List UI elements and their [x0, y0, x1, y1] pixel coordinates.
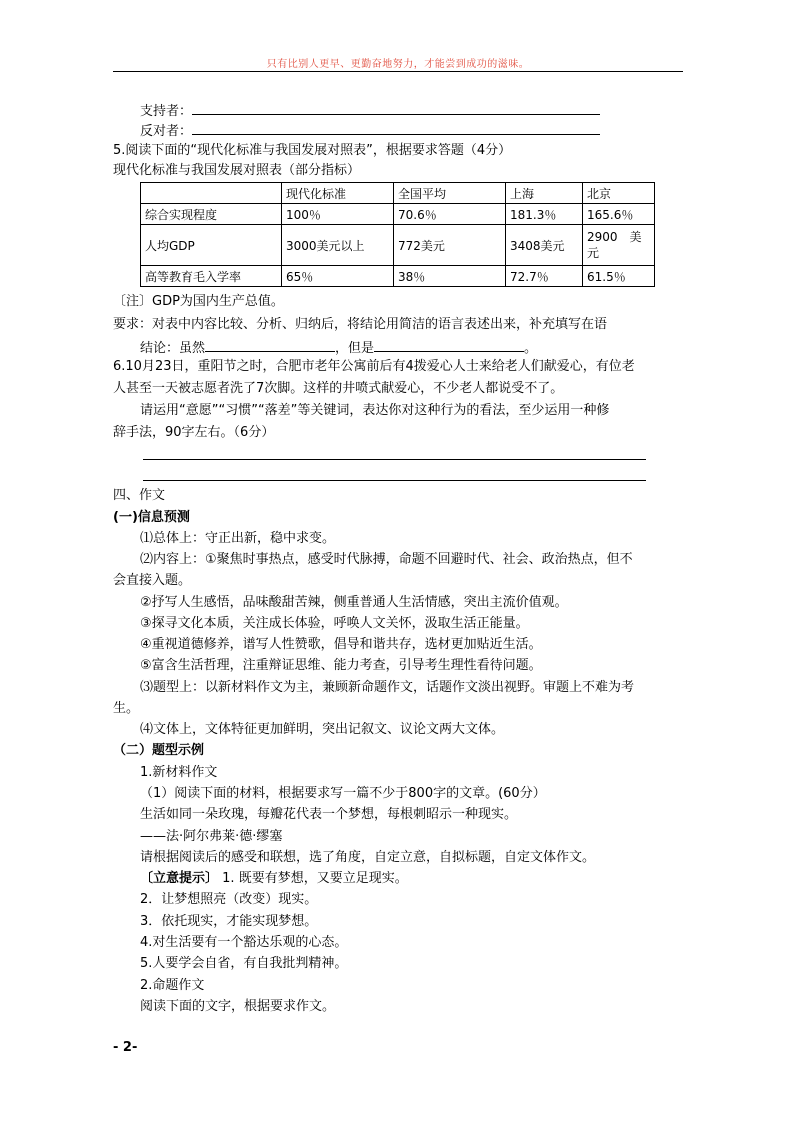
opponents-blank[interactable] — [192, 120, 600, 135]
conclusion-blank-2[interactable] — [374, 337, 524, 352]
table-cell: 181.3％ — [506, 204, 583, 225]
forecast-line: 生。 — [113, 701, 140, 716]
hint-row — [140, 870, 408, 888]
hint-line: 1. 既要有梦想，又要立足现实。 — [222, 871, 408, 886]
table-row — [141, 225, 655, 266]
table-cell: 61.5％ — [583, 266, 655, 287]
forecast-line: ③探寻文化本质，关注成长体验，呼唤人文关怀，汲取生活正能量。 — [140, 616, 529, 631]
supporters-blank[interactable] — [192, 100, 600, 115]
forecast-line: ⑴总体上：守正出新，稳中求变。 — [140, 531, 336, 546]
example-line: 生活如同一朵玫瑰，每瓣花代表一个梦想，每根刺昭示一种现实。 — [140, 807, 518, 822]
hint-label: 〔立意提示〕 — [140, 871, 219, 886]
forecast-line: ④重视道德修养，谱写人性赞歌，倡导和谐共存，选材更加贴近生活。 — [140, 637, 542, 652]
table-cell: 100％ — [282, 204, 394, 225]
answer-line[interactable] — [143, 480, 646, 481]
forecast-line: ⑤富含生活哲理，注重辩证思维、能力考查，引导考生理性看待问题。 — [140, 658, 542, 673]
table-cell: 38％ — [394, 266, 506, 287]
comparison-table — [140, 182, 655, 287]
conclusion-but: ，但是 — [335, 341, 375, 356]
q6-line-3: 请运用“意愿”“习惯”“落差”等关键词，表达你对这种行为的看法，至少运用一种修 — [140, 403, 610, 418]
hint-line: 2．让梦想照亮（改变）现实。 — [140, 892, 318, 907]
table-row — [141, 204, 655, 225]
forecast-title: (一)信息预测 — [113, 510, 190, 525]
table-cell: 165.6％ — [583, 204, 655, 225]
hint-line: 3．依托现实，才能实现梦想。 — [140, 914, 318, 929]
section-title: 四、作文 — [113, 488, 166, 503]
q6-line-1: 6.10月23日，重阳节之时，合肥市老年公寓前后有4拨爱心人士来给老人们献爱心，有位老 — [113, 359, 635, 374]
example-line: ——法·阿尔弗莱·德·缪塞 — [140, 829, 283, 844]
examples-title: （二）题型示例 — [113, 743, 205, 758]
example-line: （1）阅读下面的材料，根据要求写一篇不少于800字的文章。(60分） — [140, 786, 546, 801]
table-cell: 772美元 — [394, 225, 506, 266]
table-header-cell: 现代化标准 — [282, 183, 394, 204]
hint-line: 5.人要学会自省，有自我批判精神。 — [140, 956, 348, 971]
forecast-line: 会直接入题。 — [113, 573, 192, 588]
conclusion-label: 结论：虽然 — [140, 341, 206, 356]
table-cell: 2900 美元 — [583, 225, 655, 266]
forecast-line: ⑷文体上，文体特征更加鲜明，突出记叙文、议论文两大文体。 — [140, 722, 505, 737]
hint-line: 4.对生活要有一个豁达乐观的心态。 — [140, 935, 348, 950]
table-cell: 70.6％ — [394, 204, 506, 225]
forecast-line: ②抒写人生感悟，品味酸甜苦辣，侧重普通人生活情感，突出主流价值观。 — [140, 595, 568, 610]
table-cell: 3408美元 — [506, 225, 583, 266]
q6-line-2: 人甚至一天被志愿者洗了7次脚。这样的井喷式献爱心，不少老人都说受不了。 — [113, 381, 564, 396]
table-cell: 65％ — [282, 266, 394, 287]
example-line: 2.命题作文 — [140, 978, 205, 993]
table-header-cell — [141, 183, 282, 204]
example-line: 1.新材料作文 — [140, 765, 218, 780]
table-cell: 高等教育毛入学率 — [141, 266, 282, 287]
example-line: 阅读下面的文字，根据要求作文。 — [140, 999, 336, 1014]
page-header-motto: 只有比别人更早、更勤奋地努力，才能尝到成功的滋味。 — [266, 59, 530, 70]
table-header-cell: 全国平均 — [394, 183, 506, 204]
opponents-row — [140, 120, 600, 141]
answer-line[interactable] — [143, 459, 646, 460]
table-header-cell: 北京 — [583, 183, 655, 204]
q5-note: 〔注〕GDP为国内生产总值。 — [113, 294, 284, 309]
table-cell: 综合实现程度 — [141, 204, 282, 225]
header-divider — [113, 71, 683, 72]
supporters-row — [140, 100, 600, 121]
opponents-label: 反对者： — [140, 124, 193, 139]
forecast-line: ⑶题型上：以新材料作文为主，兼顾新命题作文，话题作文淡出视野。审题上不难为考 — [140, 680, 635, 695]
table-row — [141, 266, 655, 287]
q6-line-4: 辞手法，90字左右。（6分） — [113, 425, 275, 440]
table-header-row — [141, 183, 655, 204]
q5-title: 5.阅读下面的“现代化标准与我国发展对照表”，根据要求答题（4分） — [113, 143, 512, 158]
q5-conclusion-row — [140, 337, 537, 358]
conclusion-end: 。 — [524, 341, 538, 356]
forecast-line: ⑵内容上：①聚焦时事热点，感受时代脉搏，命题不回避时代、社会、政治热点，但不 — [140, 552, 633, 567]
conclusion-blank-1[interactable] — [205, 337, 335, 352]
supporters-label: 支持者： — [140, 104, 193, 119]
q5-table-caption: 现代化标准与我国发展对照表（部分指标） — [113, 163, 361, 178]
table-cell: 3000美元以上 — [282, 225, 394, 266]
q5-requirement: 要求：对表中内容比较、分析、归纳后，将结论用简洁的语言表述出来，补充填写在语 — [113, 317, 608, 332]
table-cell: 人均GDP — [141, 225, 282, 266]
example-line: 请根据阅读后的感受和联想，选了角度，自定立意，自拟标题，自定文体作文。 — [140, 850, 596, 865]
table-cell: 72.7％ — [506, 266, 583, 287]
table-header-cell: 上海 — [506, 183, 583, 204]
page-number: - 2- — [113, 1040, 138, 1055]
